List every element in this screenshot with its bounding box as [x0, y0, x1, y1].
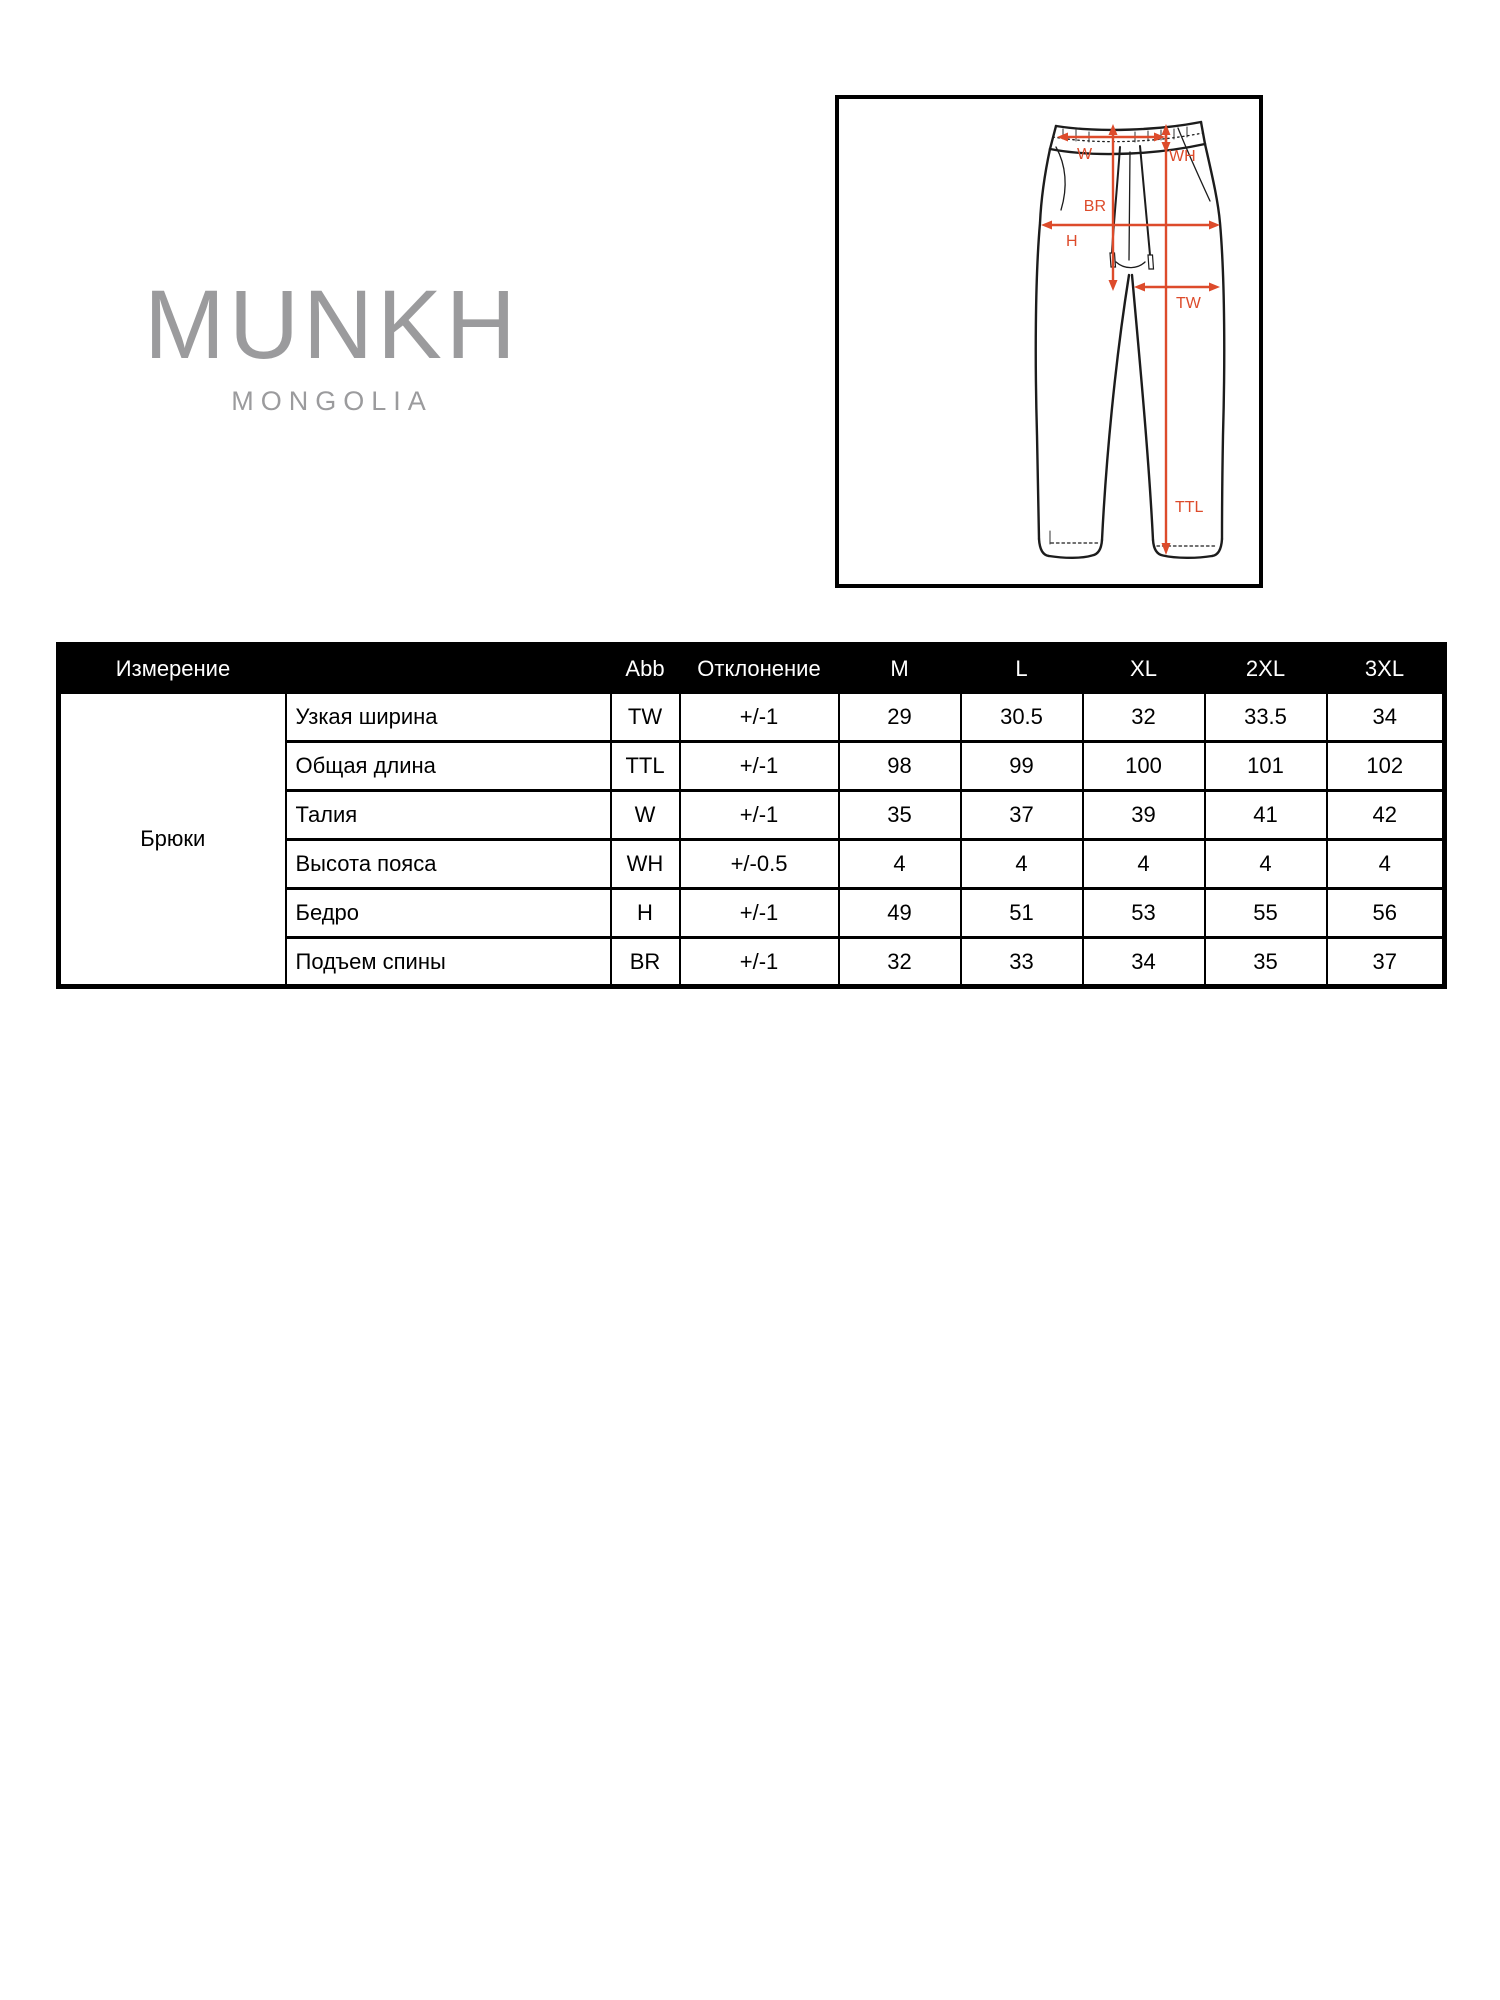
table-row [59, 693, 1445, 742]
size-table-section [56, 642, 1444, 989]
measurement-labels [1066, 146, 1204, 516]
right-leg-inner [1132, 275, 1153, 540]
measure-name-cell: Узкая ширина [286, 693, 611, 742]
measure-name-cell: Подъем спины [286, 938, 611, 987]
drawstring-right-aglet [1148, 255, 1154, 269]
abb-cell: TW [611, 693, 680, 742]
left-leg-inner [1102, 275, 1129, 540]
front-rise-seam [1129, 152, 1130, 260]
value-cell-2xl: 35 [1205, 938, 1327, 987]
value-cell-xl: 53 [1083, 889, 1205, 938]
value-cell-2xl: 55 [1205, 889, 1327, 938]
brand-name: MUNKH [144, 270, 520, 379]
value-cell-3xl: 4 [1327, 840, 1445, 889]
value-cell-2xl: 33.5 [1205, 693, 1327, 742]
header-row [59, 645, 1445, 693]
header-size-xl: XL [1083, 645, 1205, 693]
header-deviation: Отклонение [680, 645, 839, 693]
tw-label: TW [1176, 295, 1201, 312]
deviation-cell: +/-1 [680, 742, 839, 791]
value-cell-xl: 39 [1083, 791, 1205, 840]
abb-cell: TTL [611, 742, 680, 791]
header-abb: Abb [611, 645, 680, 693]
value-cell-xl: 4 [1083, 840, 1205, 889]
abb-cell: WH [611, 840, 680, 889]
value-cell-m: 35 [839, 791, 961, 840]
h-label: H [1066, 233, 1078, 250]
measure-name-cell: Бедро [286, 889, 611, 938]
value-cell-2xl: 41 [1205, 791, 1327, 840]
value-cell-3xl: 34 [1327, 693, 1445, 742]
header-size-l: L [961, 645, 1083, 693]
value-cell-xl: 32 [1083, 693, 1205, 742]
ttl-label: TTL [1175, 499, 1204, 516]
br-label: BR [1083, 198, 1106, 215]
wh-label: WH [1169, 148, 1196, 165]
value-cell-m: 29 [839, 693, 961, 742]
value-cell-m: 4 [839, 840, 961, 889]
pants-diagram-box [835, 95, 1263, 588]
garment-group-cell: Брюки [59, 693, 286, 987]
w-label: W [1077, 146, 1093, 163]
deviation-cell: +/-1 [680, 889, 839, 938]
abb-cell: W [611, 791, 680, 840]
abb-cell: H [611, 889, 680, 938]
pants-details [1050, 127, 1215, 546]
deviation-cell: +/-1 [680, 693, 839, 742]
value-cell-3xl: 42 [1327, 791, 1445, 840]
tw-arrow [1134, 283, 1220, 292]
value-cell-xl: 100 [1083, 742, 1205, 791]
left-cuff [1039, 539, 1102, 558]
value-cell-3xl: 102 [1327, 742, 1445, 791]
measure-name-cell: Высота пояса [286, 840, 611, 889]
ttl-arrow [1162, 132, 1171, 555]
deviation-cell: +/-1 [680, 938, 839, 987]
value-cell-2xl: 101 [1205, 742, 1327, 791]
brand-logo [143, 270, 521, 417]
value-cell-l: 30.5 [961, 693, 1083, 742]
measurement-arrows [1041, 124, 1220, 555]
drawstring-right [1140, 146, 1150, 255]
value-cell-xl: 34 [1083, 938, 1205, 987]
deviation-cell: +/-1 [680, 791, 839, 840]
value-cell-l: 4 [961, 840, 1083, 889]
value-cell-m: 49 [839, 889, 961, 938]
right-leg-outer [1205, 144, 1224, 539]
value-cell-3xl: 37 [1327, 938, 1445, 987]
h-arrow [1041, 221, 1220, 230]
waistband-top [1056, 122, 1201, 130]
header-size-m: M [839, 645, 961, 693]
deviation-cell: +/-0.5 [680, 840, 839, 889]
header-size-3xl: 3XL [1327, 645, 1445, 693]
brand-country: MONGOLIA [231, 386, 433, 416]
measure-name-cell: Талия [286, 791, 611, 840]
value-cell-3xl: 56 [1327, 889, 1445, 938]
value-cell-l: 37 [961, 791, 1083, 840]
size-table [56, 642, 1447, 989]
crotch-seam [1116, 262, 1145, 268]
left-leg-outer [1036, 149, 1050, 539]
left-pocket-line [1056, 147, 1065, 210]
measure-name-cell: Общая длина [286, 742, 611, 791]
pants-diagram [839, 99, 1259, 584]
value-cell-m: 32 [839, 938, 961, 987]
value-cell-l: 33 [961, 938, 1083, 987]
header-spacer [286, 645, 611, 693]
value-cell-l: 51 [961, 889, 1083, 938]
drawstrings [1110, 146, 1154, 269]
value-cell-2xl: 4 [1205, 840, 1327, 889]
value-cell-m: 98 [839, 742, 961, 791]
abb-cell: BR [611, 938, 680, 987]
header-measurement: Измерение [59, 645, 286, 693]
header-size-2xl: 2XL [1205, 645, 1327, 693]
right-cuff [1153, 539, 1222, 558]
value-cell-l: 99 [961, 742, 1083, 791]
